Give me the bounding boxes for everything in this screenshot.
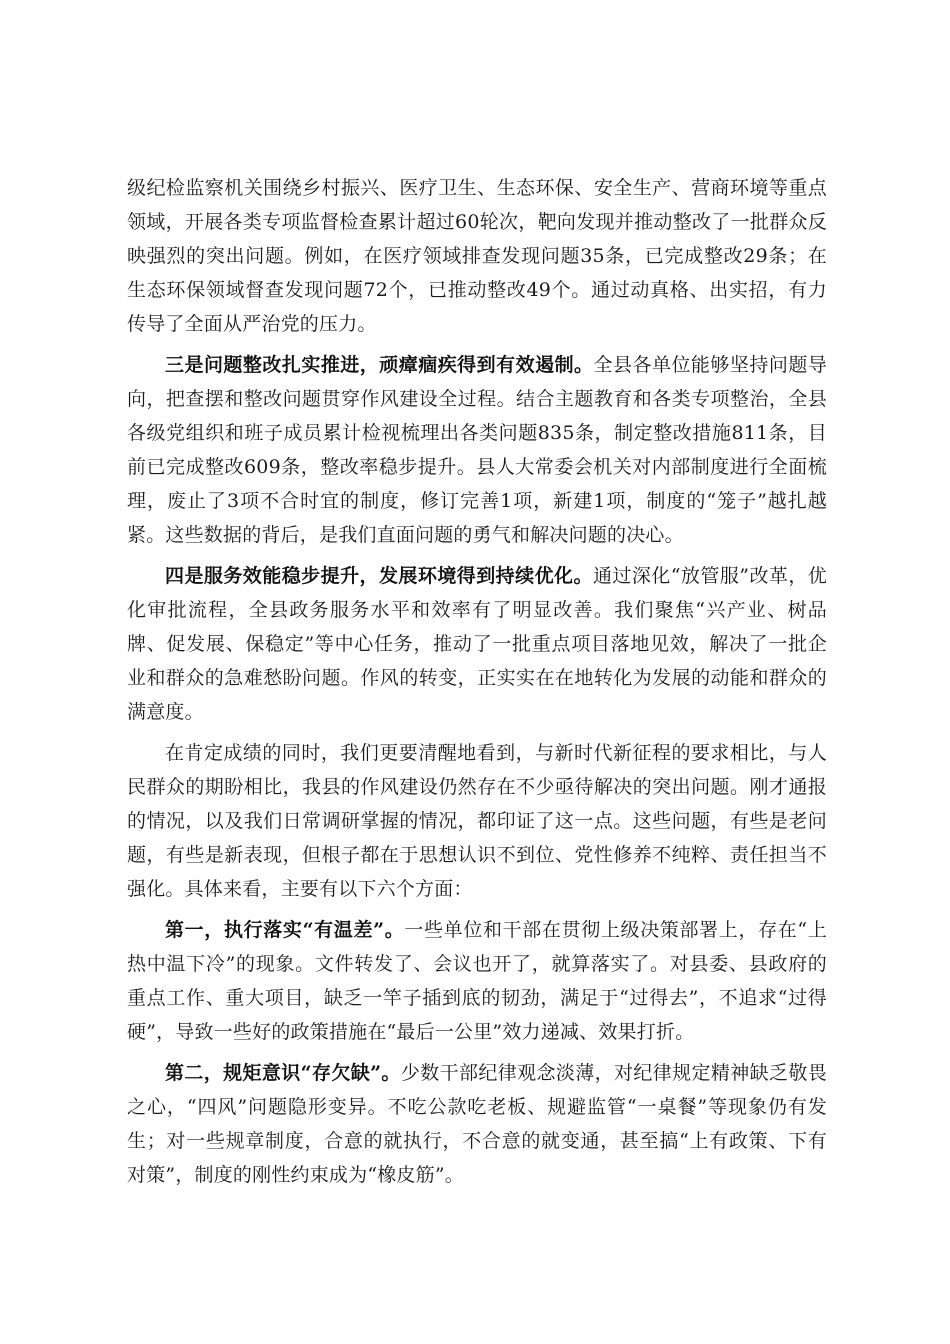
paragraph-text: 在肯定成绩的同时，我们更要清醒地看到，与新时代新征程的要求相比，与人民群众的期盼相比，我县的作风建设仍然存在不少亟待解决的突出问题。刚才通报的情况，以及我们日常调研掌握的情况，都印证了这一点。这些问题，有些是老问题，有些是新表现，但根子都在于思想认识不到位、党性修养不纯粹、责任担当不强化。具体来看，主要有以下六个方面： — [127, 742, 827, 900]
paragraph-lead: 三是问题整改扎实推进，顽瘴痼疾得到有效遏制。 — [165, 354, 594, 376]
paragraph-second-problem — [127, 1056, 827, 1192]
paragraph-lead: 第二，规矩意识“存欠缺”。 — [165, 1062, 401, 1084]
paragraph-service-efficiency — [127, 559, 827, 729]
paragraph-text: 级纪检监察机关围绕乡村振兴、医疗卫生、生态环保、安全生产、营商环境等重点领域，开展各类专项监督检查累计超过60轮次，靶向发现并推动整改了一批群众反映强烈的突出问题。例如，在医疗领域排查发现问题35条，已完成整改29条；在生态环保领域督查发现问题72个，已推动整改49个。通过动真格、出实招，有力传导了全面从严治党的压力。 — [127, 177, 827, 335]
paragraph-supervision — [127, 171, 827, 341]
paragraph-problems-intro — [127, 736, 827, 906]
paragraph-first-problem — [127, 913, 827, 1049]
document-page — [127, 171, 827, 1199]
paragraph-text: 通过深化“放管服”改革，优化审批流程，全县政务服务水平和效率有了明显改善。我们聚焦“兴产业、树品牌、促发展、保稳定”等中心任务，推动了一批重点项目落地见效，解决了一批企业和群众的急难愁盼问题。作风的转变，正实实在在地转化为发展的动能和群众的满意度。 — [127, 565, 828, 723]
paragraph-text: 全县各单位能够坚持问题导向，把查摆和整改问题贯穿作风建设全过程。结合主题教育和各类专项整治，全县各级党组织和班子成员累计检视梳理出各类问题835条，制定整改措施811条，目前已完成整改609条，整改率稳步提升。县人大常委会机关对内部制度进行全面梳理，废止了3项不合时宜的制度，修订完善1项，新建1项，制度的“笼子”越扎越紧。这些数据的背后，是我们直面问题的勇气和解决问题的决心。 — [127, 354, 828, 546]
paragraph-lead: 第一，执行落实“有温差”。 — [165, 919, 405, 941]
paragraph-lead: 四是服务效能稳步提升，发展环境得到持续优化。 — [165, 565, 593, 587]
paragraph-text: 一些单位和干部在贯彻上级决策部署上，存在“上热中温下冷”的现象。文件转发了、会议也开了，就算落实了。对县委、县政府的重点工作、重大项目，缺乏一竿子插到底的韧劲，满足于“过得去”，不追求“过得硬”，导致一些好的政策措施在“最后一公里”效力递减、效果打折。 — [127, 919, 827, 1043]
paragraph-rectification — [127, 348, 827, 552]
paragraph-text: 少数干部纪律观念淡薄，对纪律规定精神缺乏敬畏之心，“四风”问题隐形变异。不吃公款吃老板、规避监管“一桌餐”等现象仍有发生；对一些规章制度，合意的就执行，不合意的就变通，甚至搞“上有政策、下有对策”，制度的刚性约束成为“橡皮筋”。 — [127, 1062, 827, 1186]
